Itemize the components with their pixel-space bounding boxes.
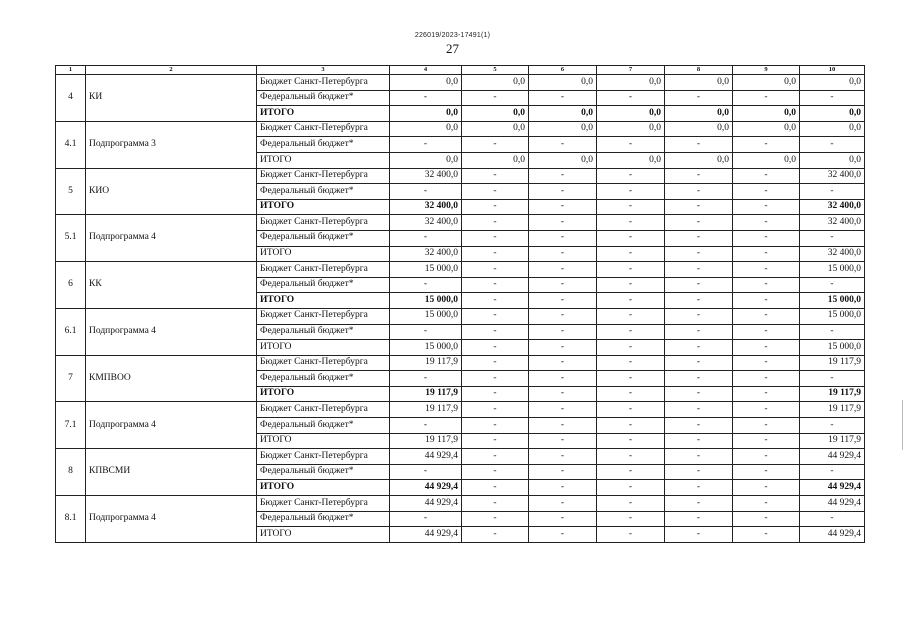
- value-cell: -: [529, 418, 597, 434]
- funding-source: Федеральный бюджет*: [257, 184, 390, 200]
- value-cell: -: [800, 324, 865, 340]
- value-cell: -: [529, 340, 597, 356]
- value-cell: -: [529, 199, 597, 215]
- value-cell: -: [462, 215, 529, 231]
- value-cell: 0,0: [800, 121, 865, 137]
- column-number: 4: [390, 66, 462, 75]
- value-cell: -: [733, 527, 800, 543]
- value-cell: -: [665, 199, 733, 215]
- table-row: [56, 121, 865, 137]
- value-cell: -: [529, 246, 597, 262]
- value-cell: 32 400,0: [390, 215, 462, 231]
- row-number: 8.1: [56, 496, 86, 543]
- value-cell: -: [733, 340, 800, 356]
- value-cell: 0,0: [733, 106, 800, 122]
- value-cell: -: [462, 386, 529, 402]
- funding-source: Федеральный бюджет*: [257, 418, 390, 434]
- column-number: 1: [56, 66, 86, 75]
- row-number: 5.1: [56, 215, 86, 262]
- value-cell: -: [733, 168, 800, 184]
- value-cell: -: [665, 511, 733, 527]
- value-cell: -: [529, 433, 597, 449]
- value-cell: -: [597, 433, 665, 449]
- value-cell: -: [529, 511, 597, 527]
- funding-source: ИТОГО: [257, 340, 390, 356]
- value-cell: 15 000,0: [390, 308, 462, 324]
- value-cell: -: [462, 511, 529, 527]
- column-number: 2: [86, 66, 257, 75]
- funding-source: Федеральный бюджет*: [257, 230, 390, 246]
- funding-source: Федеральный бюджет*: [257, 324, 390, 340]
- value-cell: -: [800, 184, 865, 200]
- value-cell: -: [665, 137, 733, 153]
- value-cell: 44 929,4: [390, 527, 462, 543]
- value-cell: -: [462, 230, 529, 246]
- row-name: Подпрограмма 4: [86, 402, 257, 449]
- value-cell: -: [733, 90, 800, 106]
- value-cell: -: [529, 402, 597, 418]
- value-cell: 0,0: [462, 106, 529, 122]
- value-cell: -: [733, 418, 800, 434]
- funding-source: Бюджет Санкт-Петербурга: [257, 496, 390, 512]
- value-cell: -: [665, 402, 733, 418]
- value-cell: 15 000,0: [800, 340, 865, 356]
- value-cell: -: [529, 355, 597, 371]
- value-cell: 0,0: [665, 75, 733, 91]
- value-cell: -: [462, 418, 529, 434]
- value-cell: -: [462, 90, 529, 106]
- column-number: 6: [529, 66, 597, 75]
- table-row: [56, 75, 865, 91]
- value-cell: 0,0: [733, 121, 800, 137]
- table-row: [56, 449, 865, 465]
- value-cell: -: [733, 293, 800, 309]
- value-cell: -: [733, 215, 800, 231]
- value-cell: -: [597, 184, 665, 200]
- value-cell: 0,0: [800, 152, 865, 168]
- value-cell: -: [597, 371, 665, 387]
- value-cell: 19 117,9: [800, 355, 865, 371]
- value-cell: 32 400,0: [390, 168, 462, 184]
- value-cell: -: [733, 386, 800, 402]
- value-cell: -: [462, 277, 529, 293]
- value-cell: -: [665, 386, 733, 402]
- column-number: 10: [800, 66, 865, 75]
- row-name: КИ: [86, 75, 257, 122]
- value-cell: -: [597, 480, 665, 496]
- funding-source: Бюджет Санкт-Петербурга: [257, 121, 390, 137]
- value-cell: -: [529, 527, 597, 543]
- value-cell: -: [462, 433, 529, 449]
- value-cell: -: [597, 324, 665, 340]
- value-cell: -: [597, 449, 665, 465]
- value-cell: -: [462, 324, 529, 340]
- value-cell: 0,0: [597, 121, 665, 137]
- column-number: 8: [665, 66, 733, 75]
- scan-edge-mark: [902, 400, 903, 450]
- value-cell: -: [665, 355, 733, 371]
- value-cell: 0,0: [665, 121, 733, 137]
- value-cell: -: [597, 527, 665, 543]
- row-number: 6: [56, 262, 86, 309]
- row-number: 7: [56, 355, 86, 402]
- value-cell: -: [529, 293, 597, 309]
- budget-table: [55, 65, 865, 543]
- value-cell: -: [597, 464, 665, 480]
- value-cell: -: [390, 371, 462, 387]
- value-cell: -: [529, 230, 597, 246]
- value-cell: 19 117,9: [390, 355, 462, 371]
- value-cell: -: [597, 386, 665, 402]
- value-cell: 0,0: [733, 152, 800, 168]
- value-cell: -: [665, 230, 733, 246]
- value-cell: -: [597, 90, 665, 106]
- value-cell: -: [665, 184, 733, 200]
- value-cell: 0,0: [462, 152, 529, 168]
- value-cell: -: [597, 340, 665, 356]
- value-cell: -: [597, 293, 665, 309]
- value-cell: -: [800, 418, 865, 434]
- value-cell: 0,0: [597, 152, 665, 168]
- value-cell: 0,0: [665, 152, 733, 168]
- value-cell: -: [390, 464, 462, 480]
- value-cell: 32 400,0: [800, 246, 865, 262]
- funding-source: Бюджет Санкт-Петербурга: [257, 355, 390, 371]
- row-name: КПВСМИ: [86, 449, 257, 496]
- value-cell: -: [462, 262, 529, 278]
- value-cell: 19 117,9: [390, 402, 462, 418]
- value-cell: -: [665, 371, 733, 387]
- value-cell: 15 000,0: [390, 340, 462, 356]
- funding-source: ИТОГО: [257, 246, 390, 262]
- value-cell: -: [665, 480, 733, 496]
- value-cell: 0,0: [529, 121, 597, 137]
- value-cell: -: [390, 184, 462, 200]
- value-cell: 0,0: [529, 106, 597, 122]
- value-cell: -: [597, 262, 665, 278]
- value-cell: -: [597, 418, 665, 434]
- value-cell: -: [390, 418, 462, 434]
- funding-source: Федеральный бюджет*: [257, 137, 390, 153]
- row-number: 4: [56, 75, 86, 122]
- row-number: 5: [56, 168, 86, 215]
- row-name: Подпрограмма 4: [86, 496, 257, 543]
- value-cell: -: [665, 246, 733, 262]
- value-cell: 19 117,9: [800, 433, 865, 449]
- value-cell: 15 000,0: [800, 262, 865, 278]
- table-row: [56, 402, 865, 418]
- funding-source: ИТОГО: [257, 527, 390, 543]
- value-cell: -: [665, 324, 733, 340]
- value-cell: -: [462, 480, 529, 496]
- value-cell: -: [665, 527, 733, 543]
- document-registration-code: 226019/2023-17491(1): [414, 32, 491, 39]
- row-number: 8: [56, 449, 86, 496]
- funding-source: Бюджет Санкт-Петербурга: [257, 215, 390, 231]
- value-cell: -: [597, 308, 665, 324]
- row-name: КМПВОО: [86, 355, 257, 402]
- value-cell: -: [733, 480, 800, 496]
- value-cell: -: [597, 511, 665, 527]
- value-cell: -: [733, 246, 800, 262]
- row-name: Подпрограмма 4: [86, 308, 257, 355]
- table-row: [56, 308, 865, 324]
- value-cell: -: [462, 340, 529, 356]
- table-row: [56, 496, 865, 512]
- value-cell: -: [665, 262, 733, 278]
- value-cell: -: [529, 480, 597, 496]
- value-cell: -: [529, 371, 597, 387]
- value-cell: -: [733, 355, 800, 371]
- value-cell: -: [733, 199, 800, 215]
- table-row: [56, 168, 865, 184]
- value-cell: -: [733, 464, 800, 480]
- row-number: 4.1: [56, 121, 86, 168]
- value-cell: 0,0: [665, 106, 733, 122]
- value-cell: -: [665, 277, 733, 293]
- budget-table-body: [56, 66, 865, 543]
- funding-source: Бюджет Санкт-Петербурга: [257, 168, 390, 184]
- value-cell: -: [733, 511, 800, 527]
- column-number: 5: [462, 66, 529, 75]
- value-cell: -: [462, 199, 529, 215]
- column-number: 9: [733, 66, 800, 75]
- value-cell: -: [733, 324, 800, 340]
- value-cell: -: [597, 277, 665, 293]
- value-cell: -: [597, 168, 665, 184]
- value-cell: 32 400,0: [800, 199, 865, 215]
- column-number: 7: [597, 66, 665, 75]
- value-cell: -: [462, 371, 529, 387]
- value-cell: 32 400,0: [390, 199, 462, 215]
- value-cell: -: [800, 90, 865, 106]
- value-cell: 0,0: [390, 121, 462, 137]
- value-cell: -: [462, 293, 529, 309]
- value-cell: -: [597, 199, 665, 215]
- value-cell: 32 400,0: [800, 168, 865, 184]
- value-cell: -: [800, 371, 865, 387]
- value-cell: -: [597, 355, 665, 371]
- value-cell: -: [462, 168, 529, 184]
- value-cell: 19 117,9: [800, 402, 865, 418]
- value-cell: -: [733, 433, 800, 449]
- value-cell: 44 929,4: [800, 527, 865, 543]
- value-cell: 0,0: [390, 106, 462, 122]
- funding-source: Федеральный бюджет*: [257, 371, 390, 387]
- value-cell: -: [462, 464, 529, 480]
- table-row: [56, 355, 865, 371]
- value-cell: -: [733, 449, 800, 465]
- value-cell: -: [800, 511, 865, 527]
- value-cell: -: [597, 402, 665, 418]
- funding-source: ИТОГО: [257, 480, 390, 496]
- value-cell: -: [665, 340, 733, 356]
- value-cell: 0,0: [462, 121, 529, 137]
- funding-source: Федеральный бюджет*: [257, 464, 390, 480]
- row-name: Подпрограмма 4: [86, 215, 257, 262]
- value-cell: 15 000,0: [390, 262, 462, 278]
- row-name: Подпрограмма 3: [86, 121, 257, 168]
- funding-source: Бюджет Санкт-Петербурга: [257, 449, 390, 465]
- value-cell: -: [665, 464, 733, 480]
- value-cell: -: [597, 137, 665, 153]
- funding-source: Федеральный бюджет*: [257, 511, 390, 527]
- value-cell: -: [462, 308, 529, 324]
- row-number: 6.1: [56, 308, 86, 355]
- value-cell: 15 000,0: [800, 308, 865, 324]
- value-cell: -: [597, 496, 665, 512]
- value-cell: 32 400,0: [390, 246, 462, 262]
- value-cell: -: [529, 137, 597, 153]
- value-cell: -: [665, 418, 733, 434]
- value-cell: -: [462, 527, 529, 543]
- value-cell: -: [665, 215, 733, 231]
- row-name: КИО: [86, 168, 257, 215]
- value-cell: -: [529, 386, 597, 402]
- value-cell: 0,0: [597, 106, 665, 122]
- value-cell: 44 929,4: [800, 480, 865, 496]
- value-cell: 0,0: [529, 152, 597, 168]
- funding-source: ИТОГО: [257, 152, 390, 168]
- value-cell: -: [597, 230, 665, 246]
- funding-source: Федеральный бюджет*: [257, 277, 390, 293]
- value-cell: -: [665, 90, 733, 106]
- value-cell: 44 929,4: [390, 496, 462, 512]
- page-number: 27: [446, 41, 459, 56]
- value-cell: -: [800, 277, 865, 293]
- value-cell: 44 929,4: [390, 480, 462, 496]
- value-cell: 0,0: [390, 75, 462, 91]
- value-cell: -: [800, 464, 865, 480]
- value-cell: -: [733, 277, 800, 293]
- funding-source: ИТОГО: [257, 293, 390, 309]
- value-cell: -: [462, 355, 529, 371]
- value-cell: -: [665, 433, 733, 449]
- value-cell: -: [529, 262, 597, 278]
- value-cell: -: [733, 308, 800, 324]
- value-cell: -: [462, 449, 529, 465]
- value-cell: -: [462, 496, 529, 512]
- value-cell: 19 117,9: [390, 433, 462, 449]
- value-cell: 0,0: [529, 75, 597, 91]
- value-cell: -: [529, 308, 597, 324]
- funding-source: ИТОГО: [257, 199, 390, 215]
- value-cell: 0,0: [390, 152, 462, 168]
- value-cell: -: [733, 496, 800, 512]
- value-cell: -: [800, 137, 865, 153]
- funding-source: Бюджет Санкт-Петербурга: [257, 75, 390, 91]
- value-cell: -: [529, 449, 597, 465]
- value-cell: -: [733, 371, 800, 387]
- value-cell: 15 000,0: [800, 293, 865, 309]
- value-cell: 0,0: [597, 75, 665, 91]
- value-cell: -: [597, 215, 665, 231]
- value-cell: -: [529, 324, 597, 340]
- value-cell: 0,0: [733, 75, 800, 91]
- value-cell: -: [462, 137, 529, 153]
- value-cell: -: [390, 324, 462, 340]
- value-cell: -: [529, 184, 597, 200]
- funding-source: Федеральный бюджет*: [257, 90, 390, 106]
- value-cell: -: [390, 137, 462, 153]
- value-cell: 32 400,0: [800, 215, 865, 231]
- value-cell: 19 117,9: [800, 386, 865, 402]
- funding-source: ИТОГО: [257, 433, 390, 449]
- value-cell: -: [390, 90, 462, 106]
- value-cell: 15 000,0: [390, 293, 462, 309]
- value-cell: -: [529, 168, 597, 184]
- value-cell: -: [733, 402, 800, 418]
- value-cell: 0,0: [800, 75, 865, 91]
- column-number-row: [56, 66, 865, 75]
- table-row: [56, 262, 865, 278]
- value-cell: -: [665, 168, 733, 184]
- value-cell: -: [665, 293, 733, 309]
- value-cell: -: [733, 262, 800, 278]
- value-cell: -: [529, 90, 597, 106]
- value-cell: -: [390, 277, 462, 293]
- value-cell: -: [529, 464, 597, 480]
- row-name: КК: [86, 262, 257, 309]
- value-cell: -: [529, 496, 597, 512]
- value-cell: -: [733, 184, 800, 200]
- value-cell: -: [462, 184, 529, 200]
- value-cell: -: [529, 277, 597, 293]
- value-cell: -: [800, 230, 865, 246]
- value-cell: -: [665, 308, 733, 324]
- table-row: [56, 215, 865, 231]
- column-number: 3: [257, 66, 390, 75]
- value-cell: 44 929,4: [390, 449, 462, 465]
- value-cell: -: [390, 230, 462, 246]
- funding-source: ИТОГО: [257, 386, 390, 402]
- funding-source: Бюджет Санкт-Петербурга: [257, 402, 390, 418]
- value-cell: 44 929,4: [800, 496, 865, 512]
- value-cell: 44 929,4: [800, 449, 865, 465]
- funding-source: Бюджет Санкт-Петербурга: [257, 308, 390, 324]
- value-cell: 19 117,9: [390, 386, 462, 402]
- value-cell: -: [733, 137, 800, 153]
- value-cell: -: [462, 402, 529, 418]
- value-cell: 0,0: [462, 75, 529, 91]
- value-cell: -: [665, 449, 733, 465]
- value-cell: -: [597, 246, 665, 262]
- row-number: 7.1: [56, 402, 86, 449]
- value-cell: -: [462, 246, 529, 262]
- value-cell: -: [390, 511, 462, 527]
- value-cell: -: [529, 215, 597, 231]
- value-cell: -: [733, 230, 800, 246]
- value-cell: 0,0: [800, 106, 865, 122]
- value-cell: -: [665, 496, 733, 512]
- funding-source: ИТОГО: [257, 106, 390, 122]
- funding-source: Бюджет Санкт-Петербурга: [257, 262, 390, 278]
